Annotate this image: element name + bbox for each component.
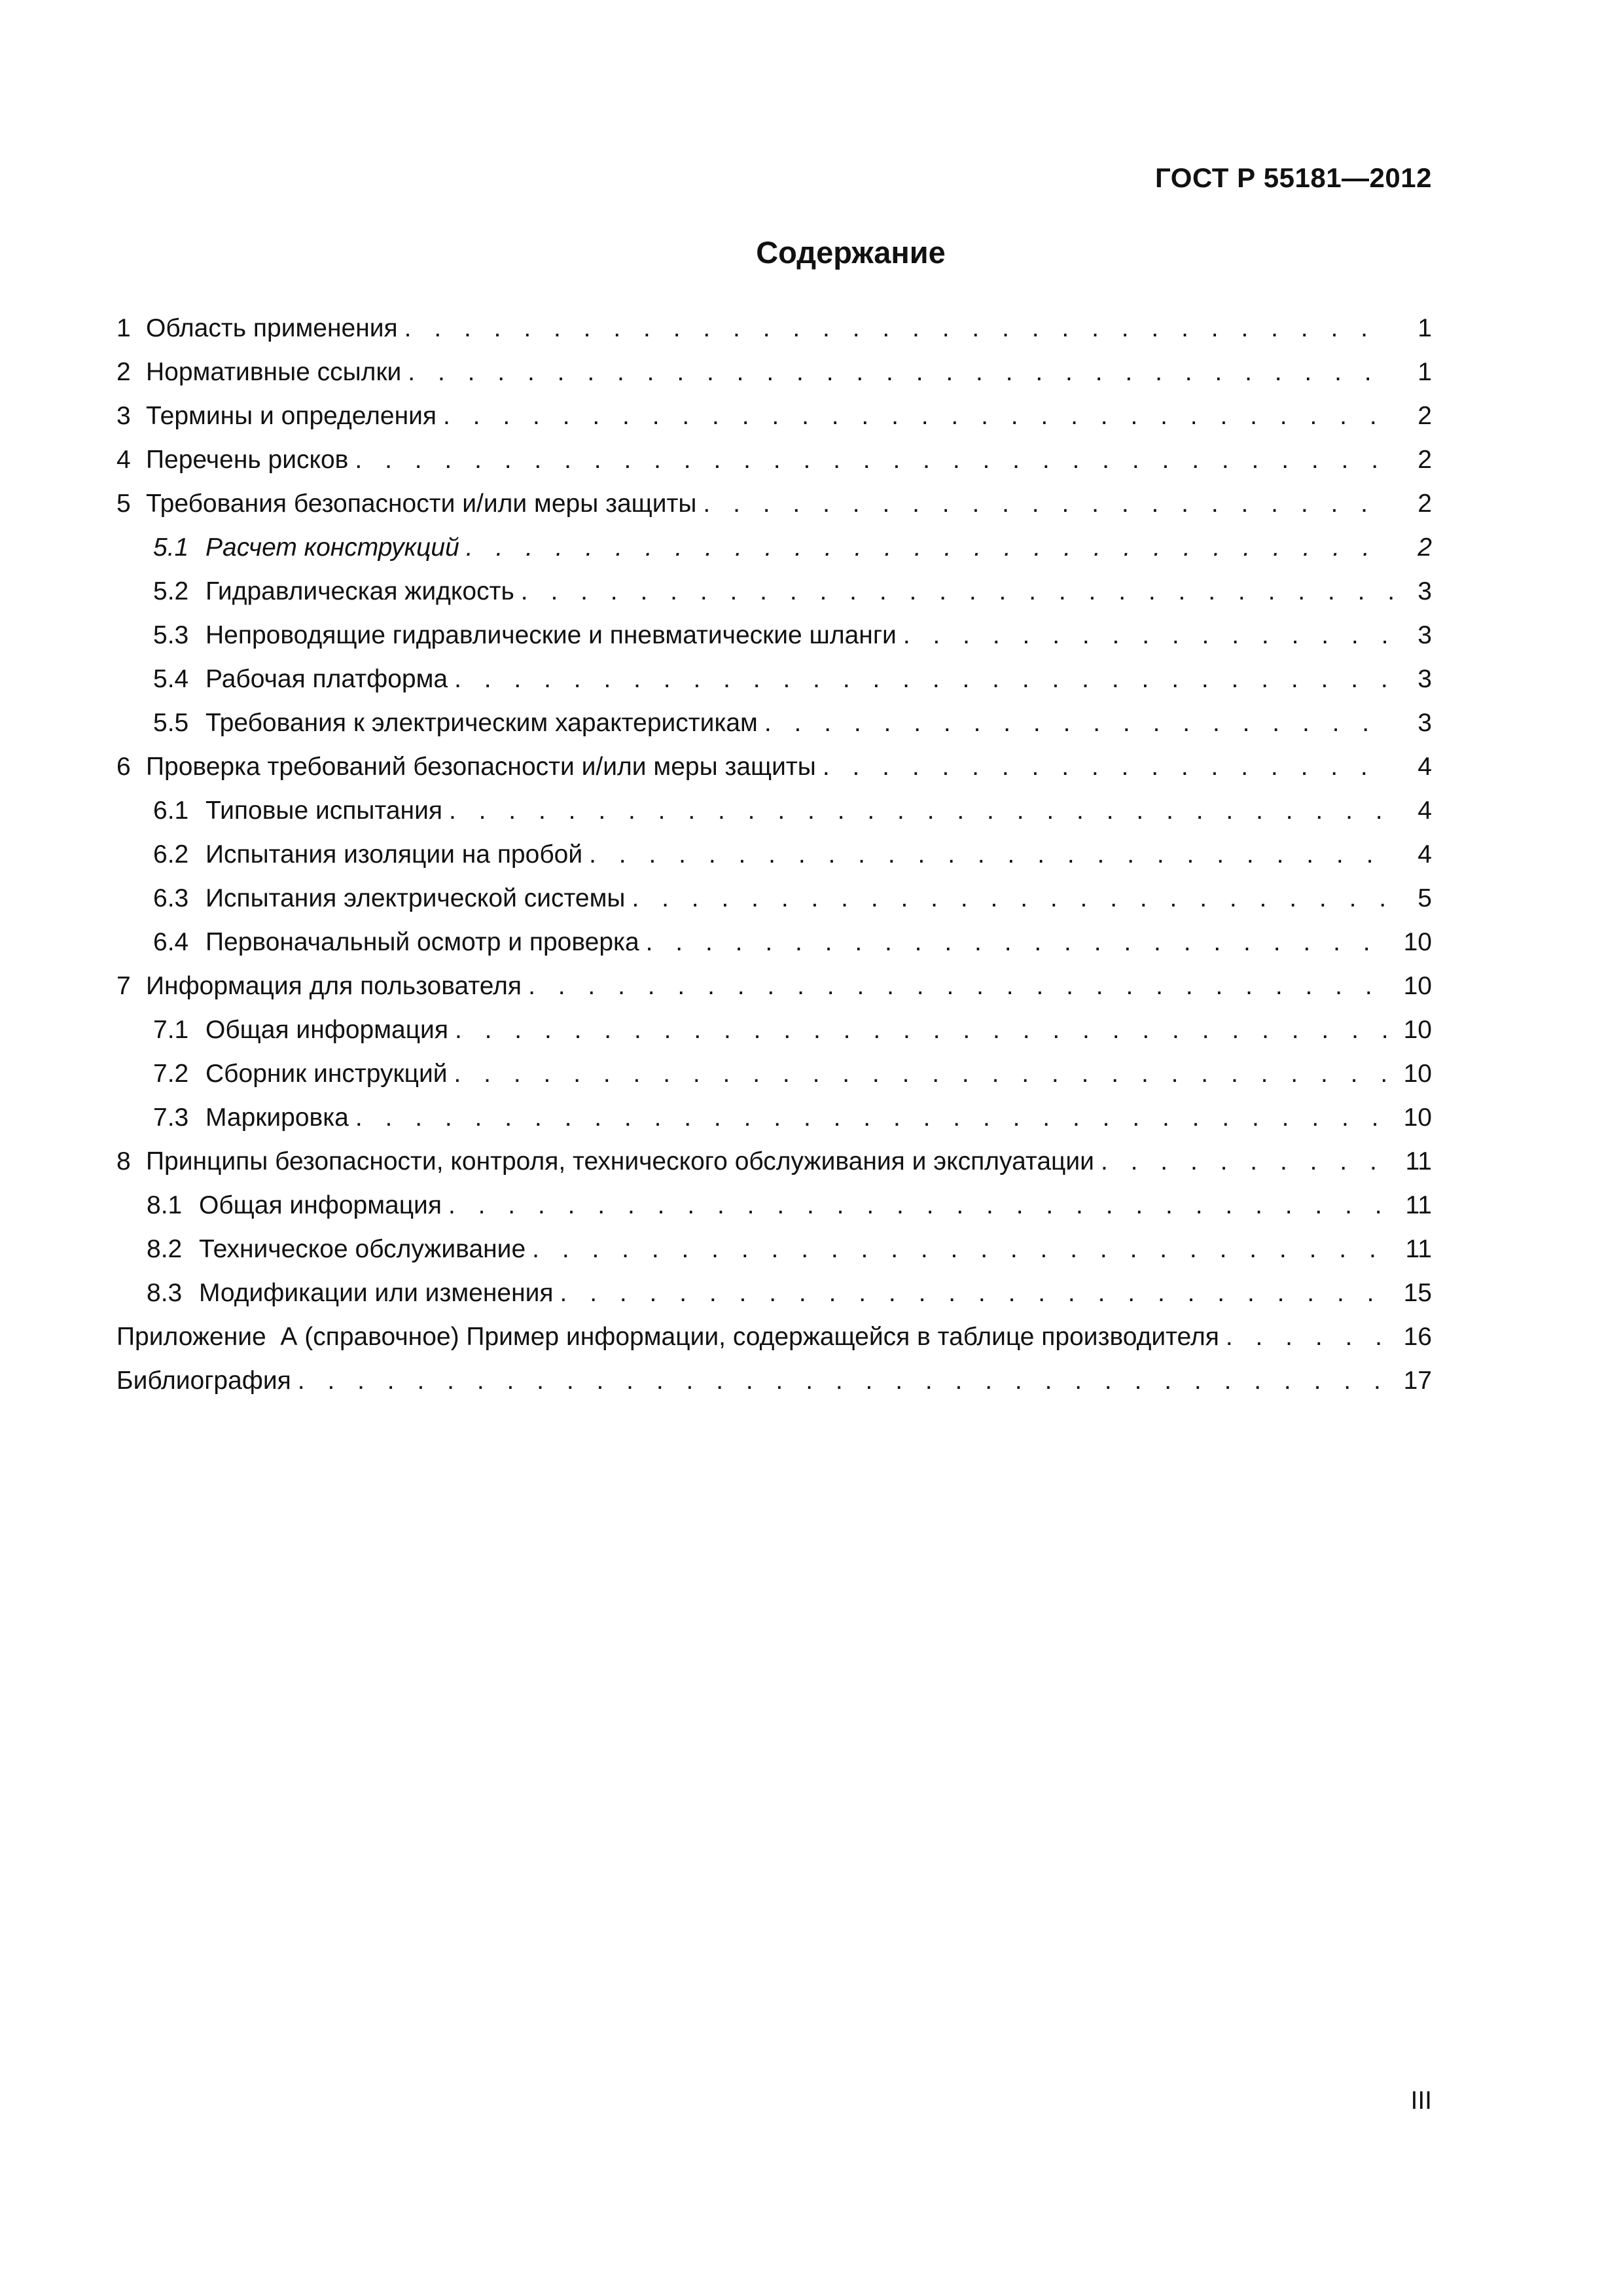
- toc-entry-number: 6.1: [153, 797, 189, 825]
- toc-entry-page: 10: [1403, 1103, 1432, 1132]
- toc-entry-number: 6.3: [153, 884, 189, 912]
- dot-leader: [466, 526, 1393, 569]
- toc-entry-label: Первоначальный осмотр и проверка: [205, 928, 639, 956]
- toc-entry-number: 7.1: [153, 1016, 189, 1044]
- toc-entry[interactable]: [116, 1183, 1432, 1227]
- toc-entry-number: 1: [116, 314, 131, 342]
- toc-entry-label: Рабочая платформа: [205, 665, 448, 693]
- toc-entry-page: 2: [1418, 446, 1432, 474]
- toc-entry-label: Маркировка: [205, 1103, 349, 1132]
- toc-entry[interactable]: [116, 1271, 1432, 1315]
- dot-leader: [646, 920, 1393, 964]
- toc-entry-number: 7: [116, 972, 131, 1000]
- toc-entry-label: Модификации или изменения: [199, 1279, 554, 1307]
- toc-entry-number: 5.4: [153, 665, 189, 693]
- toc-entry-label: Требования к электрическим характеристикам: [205, 709, 758, 737]
- dot-leader: [1226, 1315, 1393, 1359]
- dot-leader: [703, 482, 1393, 526]
- toc-entry-number: 7.3: [153, 1103, 189, 1132]
- page-number: III: [1410, 2087, 1432, 2115]
- dot-leader: [589, 833, 1393, 876]
- dot-leader: [764, 701, 1393, 745]
- dot-leader: [903, 613, 1393, 657]
- toc-entry-label: Требования безопасности и/или меры защиты: [146, 490, 697, 518]
- toc-entry-label: Перечень рисков: [146, 446, 349, 474]
- toc-entry-number: 4: [116, 446, 131, 474]
- toc-entry[interactable]: [116, 438, 1432, 482]
- toc-entry-page: 4: [1418, 753, 1432, 781]
- toc-entry[interactable]: [116, 1139, 1432, 1183]
- toc-entry-label: Гидравлическая жидкость: [205, 577, 514, 605]
- toc-entry-page: 10: [1403, 928, 1432, 956]
- toc-title: Содержание: [756, 235, 946, 270]
- toc-entry-page: 10: [1403, 1060, 1432, 1088]
- toc-entry-number: 6.4: [153, 928, 189, 956]
- toc-entry-page: 3: [1418, 709, 1432, 737]
- toc-entry-page: 2: [1418, 490, 1432, 518]
- toc-entry-number: 5.1: [153, 533, 189, 562]
- toc-entry[interactable]: [116, 482, 1432, 526]
- toc-entry[interactable]: [116, 876, 1432, 920]
- toc-entry[interactable]: [116, 745, 1432, 789]
- toc-entry-number: 6: [116, 753, 131, 781]
- toc-entry-label: Нормативные ссылки: [146, 358, 402, 386]
- toc-entry-label: Испытания электрической системы: [205, 884, 626, 912]
- toc-entry-label: Термины и определения: [146, 402, 437, 430]
- table-of-contents: [116, 306, 1432, 1403]
- toc-entry-number: 7.2: [153, 1060, 189, 1088]
- toc-entry[interactable]: [116, 569, 1432, 613]
- dot-leader: [448, 1183, 1393, 1227]
- toc-entry-number: 2: [116, 358, 131, 386]
- toc-entry[interactable]: [116, 657, 1432, 701]
- dot-leader: [355, 438, 1393, 482]
- toc-entry-page: 5: [1418, 884, 1432, 912]
- toc-entry-page: 1: [1418, 358, 1432, 386]
- dot-leader: [454, 657, 1393, 701]
- toc-entry[interactable]: [116, 394, 1432, 438]
- toc-entry-label: Общая информация: [205, 1016, 448, 1044]
- toc-entry-label: Информация для пользователя: [146, 972, 522, 1000]
- toc-entry[interactable]: [116, 1008, 1432, 1052]
- toc-entry[interactable]: [116, 306, 1432, 350]
- dot-leader: [532, 1227, 1393, 1271]
- toc-entry-label: Сборник инструкций: [205, 1060, 448, 1088]
- dot-leader: [632, 876, 1393, 920]
- dot-leader: [528, 964, 1393, 1008]
- toc-entry-page: 3: [1418, 621, 1432, 649]
- dot-leader: [355, 1096, 1393, 1139]
- toc-entry[interactable]: [116, 833, 1432, 876]
- toc-entry-label: Проверка требований безопасности и/или меры защиты: [146, 753, 816, 781]
- toc-entry-label: Расчет конструкций: [205, 533, 459, 562]
- dot-leader: [298, 1359, 1393, 1403]
- toc-entry-bibliography[interactable]: [116, 1359, 1432, 1403]
- toc-entry[interactable]: [116, 1096, 1432, 1139]
- toc-entry-page: 10: [1403, 1016, 1432, 1044]
- toc-entry-page: 11: [1405, 1235, 1432, 1263]
- toc-entry[interactable]: [116, 613, 1432, 657]
- toc-entry[interactable]: [116, 701, 1432, 745]
- toc-entry-label: Техническое обслуживание: [199, 1235, 526, 1263]
- toc-entry-number: 5.2: [153, 577, 189, 605]
- toc-entry-page: 4: [1418, 797, 1432, 825]
- toc-entry-number: 8.2: [147, 1235, 183, 1263]
- dot-leader: [1101, 1139, 1393, 1183]
- toc-entry-page: 16: [1403, 1323, 1432, 1351]
- toc-entry[interactable]: [116, 1227, 1432, 1271]
- toc-entry-label: Испытания изоляции на пробой: [205, 840, 583, 869]
- toc-entry-page: 3: [1418, 577, 1432, 605]
- toc-entry-label: Непроводящие гидравлические и пневматические шланги: [205, 621, 897, 649]
- toc-entry[interactable]: [116, 526, 1432, 569]
- toc-entry-label: Типовые испытания: [205, 797, 442, 825]
- toc-entry[interactable]: [116, 1052, 1432, 1096]
- toc-entry-number: 8.1: [147, 1191, 183, 1219]
- toc-entry[interactable]: [116, 964, 1432, 1008]
- toc-entry-number: 3: [116, 402, 131, 430]
- dot-leader: [823, 745, 1393, 789]
- toc-entry-number: 5.5: [153, 709, 189, 737]
- toc-entry-page: 4: [1418, 840, 1432, 869]
- toc-entry-page: 2: [1418, 533, 1432, 562]
- toc-entry-page: 11: [1405, 1191, 1432, 1219]
- toc-entry-page: 11: [1405, 1147, 1432, 1175]
- toc-entry-label: Библиография: [116, 1367, 291, 1395]
- dot-leader: [455, 1008, 1393, 1052]
- toc-entry-number: 5.3: [153, 621, 189, 649]
- dot-leader: [560, 1271, 1393, 1315]
- toc-entry-label: Общая информация: [199, 1191, 442, 1219]
- toc-entry-label: Принципы безопасности, контроля, технического обслуживания и эксплуатации: [146, 1147, 1094, 1175]
- document-code: ГОСТ Р 55181—2012: [1155, 162, 1432, 193]
- dot-leader: [449, 789, 1393, 833]
- toc-entry-label: Приложение А (справочное) Пример информации, содержащейся в таблице производителя: [116, 1323, 1219, 1351]
- dot-leader: [443, 394, 1393, 438]
- dot-leader: [521, 569, 1393, 613]
- toc-entry-page: 15: [1403, 1279, 1432, 1307]
- toc-entry[interactable]: [116, 350, 1432, 394]
- toc-entry-page: 2: [1418, 402, 1432, 430]
- toc-entry-appendix[interactable]: [116, 1315, 1432, 1359]
- toc-entry[interactable]: [116, 789, 1432, 833]
- toc-entry-number: 6.2: [153, 840, 189, 869]
- toc-entry-number: 8: [116, 1147, 131, 1175]
- toc-entry-page: 3: [1418, 665, 1432, 693]
- toc-entry-page: 1: [1418, 314, 1432, 342]
- dot-leader: [454, 1052, 1393, 1096]
- toc-entry-number: 5: [116, 490, 131, 518]
- toc-entry-number: 8.3: [147, 1279, 183, 1307]
- toc-entry-page: 17: [1403, 1367, 1432, 1395]
- toc-entry-label: Область применения: [146, 314, 398, 342]
- dot-leader: [404, 306, 1393, 350]
- toc-entry-page: 10: [1403, 972, 1432, 1000]
- dot-leader: [408, 350, 1393, 394]
- toc-entry[interactable]: [116, 920, 1432, 964]
